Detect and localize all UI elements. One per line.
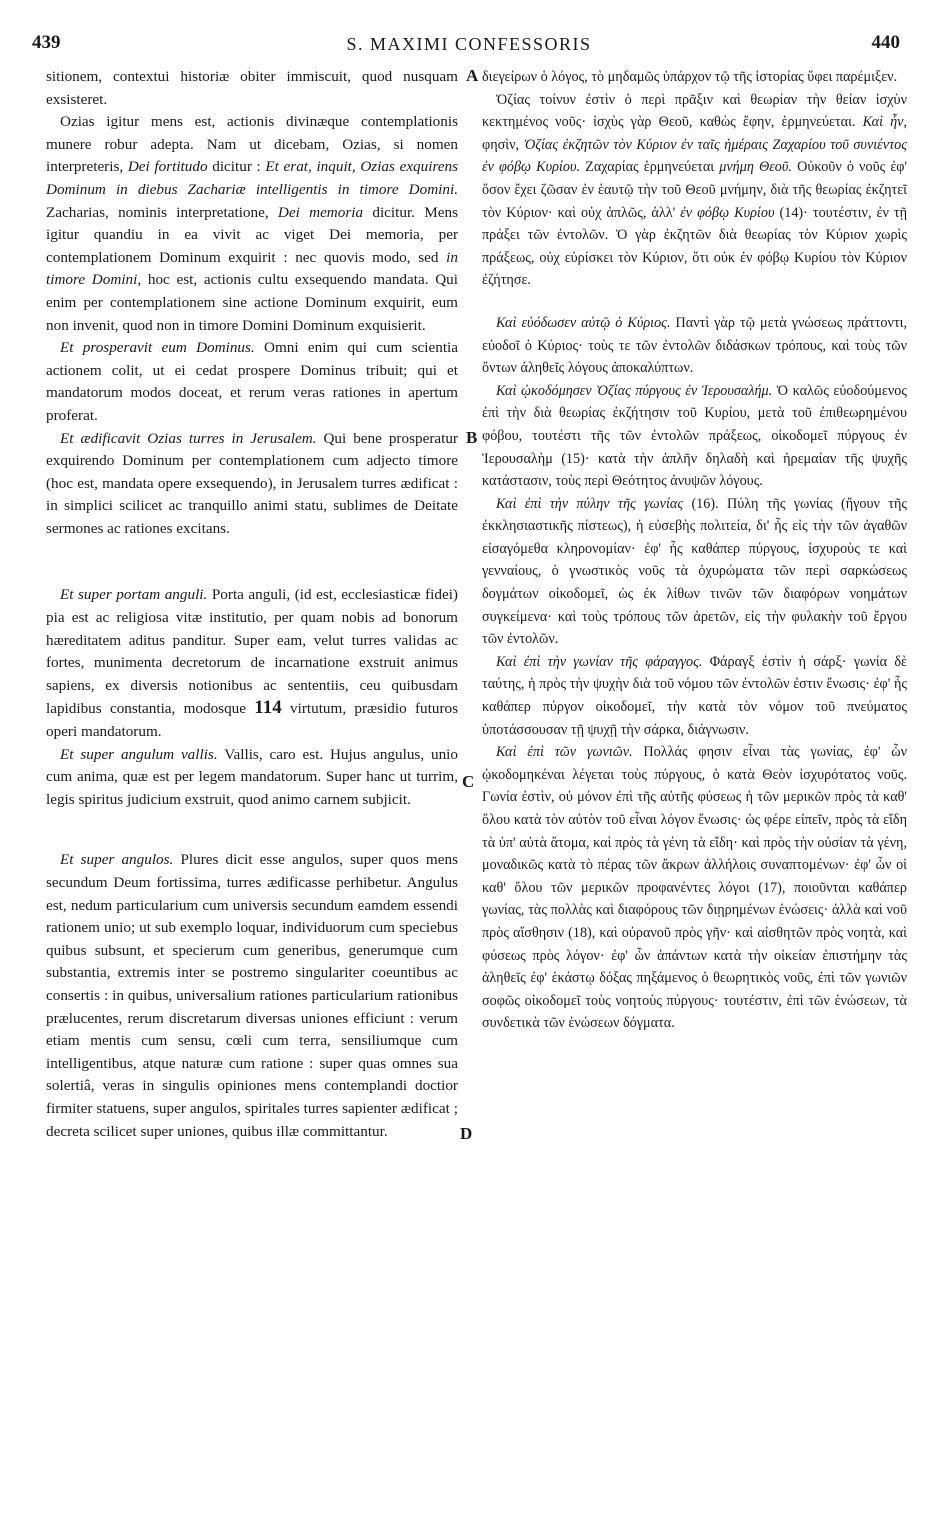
greek-paragraph: Καὶ ἐπὶ τὴν πύλην τῆς γωνίας (16). Πύλη τῆς γωνίας (ἤγουν τῆς ἐκκλησιαστικῆς πίστεως), ἡ εὐσεβὴς πολιτεία, δι' ἧς εἰς τὴν τῶν ἀγαθῶν εἰσαγόμεθα κληρονομίαν· ἐφ' ἧς καθάπερ πύργους, ἰσχυροὺς τε καὶ γενναίους, ὁ γνωστικὸς νοῦς τὰ ὀχυρώματα τῶν περὶ σαρκώσεως δογμάτων οἰκοδομεῖ, ὡς ἐκ λίθων τινῶν τῶν διαφόρων νοημάτων συγκείμενα· καὶ τοὺς τρόπους τῶν ἀρετῶν, εἰς τὴν φυλακὴν τοῦ ἔργου τῶν ἐντολῶν. [482,495,907,648]
lemma: Et prosperavit eum Dominus. [60,339,255,357]
lemma: Καὶ ἐπὶ τὴν πύλην τῆς γωνίας [496,495,684,512]
lemma: Et super angulum vallis. [60,745,218,763]
section-marker-a: A [466,66,479,85]
page-header [0,32,938,62]
section-marker-d: D [460,1124,473,1143]
page-number-right: 440 [871,32,900,53]
latin-paragraph: Et ædificavit Ozias turres in Jerusalem. Qui bene prosperatur exquirendo Dominum per contemplationem cum adjecto timore (hoc est, mandata opere exsequendo), in Jerusalem turres ædificat : in simplici scilicet ac tranquillo animi statu, sublimes de Deitate sermones ac rationes excitans. [46,429,458,537]
lemma: Et super portam anguli. [60,586,208,604]
latin-paragraph: Et prosperavit eum Dominus. Omni enim qui cum scientia actionem colit, ut ei cedat prospere Dominus tribuit; qui et mandatorum modos doceat, et rerum veras rationes in apertum proferat. [46,339,459,424]
latin-paragraph: Et super angulos. Plures dicit esse angulos, super quos mens secundum Deum fortissima, turres ædificasse perhibetur. Angulus est, nedum particularium cum universis secundum eamdem essendi rationem unio; ut sub exemplo loquar, individuorum cum speciebus quibus subsunt, et specierum cum generibus, generumque cum substantia, extremis inter se postremo singulariter coeuntibus ac consertis : in quibus, universalium rationes particularium rationibus prælucentes, rerum discretarum diversas uniones efficiunt : verum etiam mentis cum sensu, cœli cum terra, sensiliumque cum intelligentibus, atque naturæ cum ratione : super quas omnes sua solertiâ, veras in singulis opiniones mens contemplandi doctior firmiter statuens, super angulos, spiritales turres sapienter ædificat ; decreta scilicet super uniones, quibus illæ committantur. [46,851,458,1140]
greek-paragraph: διεγείρων ὁ λόγος, τὸ μηδαμῶς ὑπάρχον τῷ τῆς ἱστορίας ὕφει παρέμιξεν. [482,69,898,85]
latin-paragraph: Et super portam anguli. Porta anguli, (id est, ecclesiasticæ fidei) pia est ac religiosa vitæ institutio, per quam nobis ad bonorum hæreditatem aditus panditur. Super eam, velut turres validas ac fortes, munimenta decretorum de incarnatione exstruit animus sapiens, ex diversis notionibus ac sententiis, ceu quibusdam lapidibus constantia, modosque 114 virtutum, præsidio futuros operi mandatorum. [46,586,458,741]
lemma: Καὶ ᾠκοδόμησεν Ὀζίας πύργους ἐν Ἱερουσαλήμ. [496,382,773,399]
original-page-number: 114 [254,697,282,719]
greek-paragraph: Καὶ ᾠκοδόμησεν Ὀζίας πύργους ἐν Ἱερουσαλήμ. Ὁ καλῶς εὐοδούμενος ἐπὶ τὴν διὰ θεωρίας ἐκζήτησιν τοῦ Κυρίου, μετὰ τοῦ ἐπιθεωρημένου φόβου, τουτέστι τῆς τῶν ἐντολῶν πράξεως, οἰκοδομεῖ πύργους ἐν Ἱερουσαλὴμ (15)· κατὰ τὴν ἁπλῆν δηλαδὴ καὶ ἠρεμαίαν τῆς ψυχῆς κατάστασιν, τοὺς περὶ Θεότητος ἀνυψῶν λόγους. [482,382,908,490]
greek-paragraph: Καὶ ἐπὶ τῶν γωνιῶν. Πολλάς φησιν εἶναι τὰς γωνίας, ἐφ' ὧν ᾠκοδομηκέναι λέγεται τοὺς πύργους, ὁ κατὰ Θεὸν ἰσχυρότατος νοῦς. Γωνία ἐστὶν, οὐ μόνον ἐπὶ τῆς αὐτῆς φύσεως ἡ τῶν μερικῶν πρὸς τὰ καθ' ὅλου κατὰ τὸν αὐτὸν τοῦ εἶναι λόγον ἕνωσις· ὡς φέρε εἰπεῖν, πρὸς τὰ εἴδη τὰ ὑπ' αὐτὰ ἄτομα, καὶ πρὸς τὰ γένη τὰ εἴδη· καὶ πρὸς τὴν οὐσίαν τὰ γένη, μοναδικῶς κατὰ τὸ πέρας τῶν ἄκρων ἀλλήλοις συναπτομένων· ἐφ' ὧν οἱ καθ' ὅλου τῶν μερικῶν προφανέντες λόγοι (17), ποιοῦνται καθάπερ γωνίας, τὰς πολλὰς καὶ διαφόρους τῶν διῃρημένων ἑνώσεις· ἀλλὰ καὶ νοῦ πρὸς αἴσθησιν (18), καὶ οὐρανοῦ πρὸς γῆν· καὶ αἰσθητῶν πρὸς νοητὰ, καὶ φύσεως πρὸς λόγον· ἐφ' ὧν ἁπάντων κατὰ τὴν οἰκείαν ἐπιστήμην τὰς ἀληθεῖς ἐφ' ἑκάστῳ δόξας πηξάμενος ὁ θεωρητικὸς νοῦς, ἐπὶ τῶν γωνιῶν σοφῶς οἰκοδομεῖ τοὺς νοητοὺς πύργους· τουτέστιν, ἐπὶ τῶν ἑνώσεων, τὰ συνδετικὰ τῶν ἑνώσεων δόγματα. [482,744,907,1032]
latin-paragraph: Et super angulum vallis. Vallis, caro est. Hujus angulus, unio cum anima, quæ est per legem mandatorum. Super hanc ut turrim, legis spiritus judicium exstruit, quod animo carnem subjicit. [46,745,458,808]
greek-paragraph: Καὶ εὐόδωσεν αὐτῷ ὁ Κύριος. Παντὶ γὰρ τῷ μετὰ γνώσεως πράττοντι, εὐοδοῖ ὁ Κύριος· τοὺς τε τῶν ἐντολῶν διδάσκων τρόπους, καὶ τοὺς τῶν ὄντων ἀληθεῖς λόγους ἀποκαλύπτων. [482,314,908,377]
section-marker-b: B [466,428,478,447]
running-title: S. MAXIMI CONFESSORIS [346,34,592,54]
latin-paragraph: Ozias igitur mens est, actionis divinæque contemplationis munere robur adepta. Nam ut dicebam, Ozias, si nomen interpreteris, Dei fortitudo dicitur : Et erat, inquit, Ozias exquirens Dominum in diebus Zachariæ intelligentis in timore Domini. Zacharias, nominis interpretatione, Dei memoria dicitur. Mens igitur quandiu in ea vivit ac viget Dei memoria, per contemplationem Dominum exquirit : nec quovis modo, sed in timore Domini, hoc est, actionis cultu exsequendo mandata. Qui enim per contemplationem sine actione Dominum exquirit, eum non invenit, quod non in timore Domini Dominum exquisierit. [46,113,459,334]
section-marker-c: C [462,772,475,791]
page-number-left: 439 [32,32,61,53]
greek-paragraph: Ὀζίας τοίνυν ἐστὶν ὁ περὶ πρᾶξιν καὶ θεωρίαν τὴν θείαν ἰσχὺν κεκτημένος νοῦς· ἰσχὺς γὰρ Θεοῦ, καθὼς ἔφην, ἑρμηνεύεται. Καὶ ἦν, φησὶν, Ὀζίας ἐκζητῶν τὸν Κύριον ἐν ταῖς ἡμέραις Ζαχαρίου τοῦ συνιέντος ἐν φόβῳ Κυρίου. Ζαχαρίας ἑρμηνεύεται μνήμη Θεοῦ. Οὐκοῦν ὁ νοῦς ἐφ' ὅσον ἔχει ζῶσαν ἐν ἑαυτῷ τὴν τοῦ Θεοῦ μνήμην, διὰ τῆς θεωρίας ἐκζητεῖ τὸν Κύριον· καὶ οὐχ ἁπλῶς, ἀλλ' ἐν φόβῳ Κυρίου (14)· τουτέστιν, ἐν τῇ πράξει τῶν ἐντολῶν. Ὁ γὰρ ἐκζητῶν διὰ θεωρίας τὸν Κύριον χωρὶς πράξεως, οὐχ εὑρίσκει τὸν Κύριον, ὅτι οὐκ ἐν φόβῳ Κυρίου τὸν Κύριον ἐζήτησε. [482,91,908,289]
latin-paragraph: sitionem, contextui historiæ obiter immiscuit, quod nusquam exsisteret. [46,68,458,108]
lemma: Et super angulos. [60,851,174,869]
lemma: Et ædificavit Ozias turres in Jerusalem. [60,429,317,447]
lemma: Καὶ ἐπὶ τῶν γωνιῶν. [496,744,633,761]
lemma: Καὶ ἐπὶ τὴν γωνίαν τῆς φάραγγος. [496,653,703,670]
greek-paragraph: Καὶ ἐπὶ τὴν γωνίαν τῆς φάραγγος. Φάραγξ ἐστὶν ἡ σάρξ· γωνία δὲ ταύτης, ἡ πρὸς τὴν ψυχὴν διὰ τοῦ νόμου τῶν ἐντολῶν ἐστιν ἕνωσις· ἐφ' ἧς καθάπερ πύργον οἰκοδομεῖ, τὴν κατὰ τὸν νόμον τοῦ πνεύματος ὑποτάσσουσαν τῇ ψυχῇ τὴν σάρκα, διάγνωσιν. [482,653,908,738]
lemma: Καὶ εὐόδωσεν αὐτῷ ὁ Κύριος. [496,314,671,331]
latin-column [46,66,458,1143]
greek-column [482,66,907,1035]
